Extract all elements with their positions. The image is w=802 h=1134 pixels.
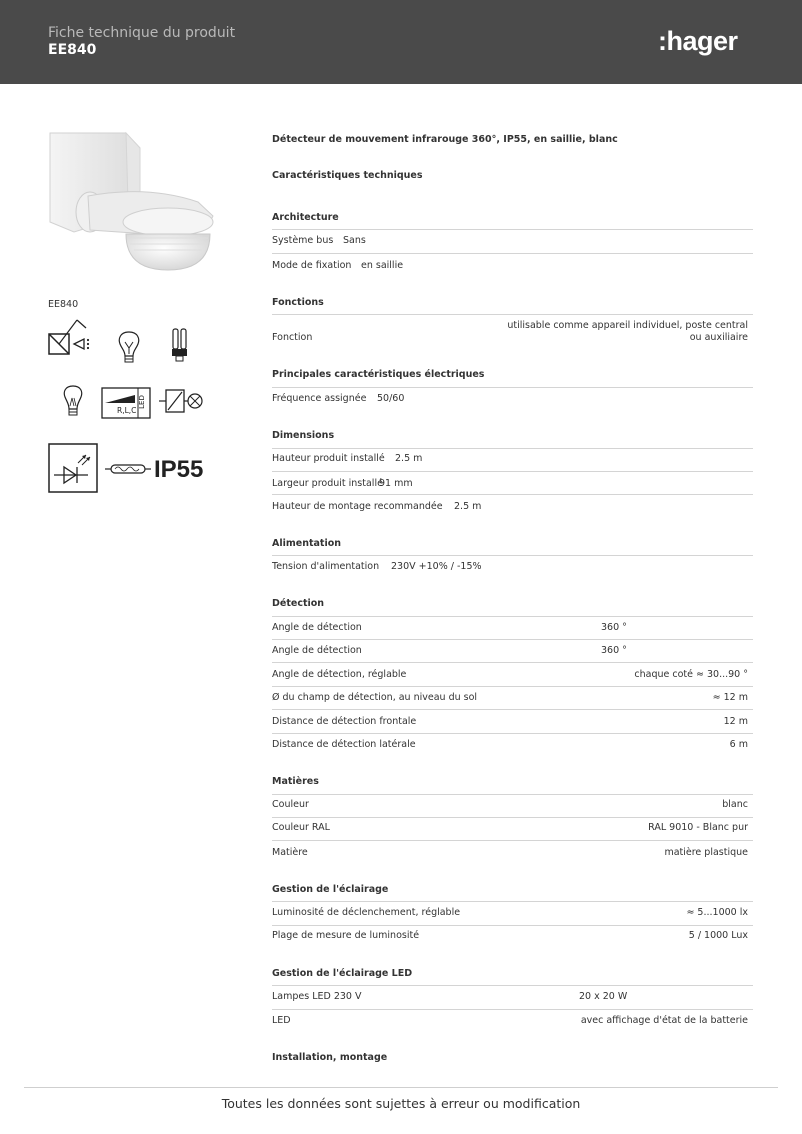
- spec-value: ≈ 5...1000 lx: [686, 907, 748, 918]
- incandescent-bulb-icon: [62, 384, 84, 420]
- spec-value: 360 °: [601, 645, 627, 656]
- led-lamp-symbol-icon: [48, 443, 98, 493]
- spec-row: [272, 260, 753, 276]
- product-reference: EE840: [48, 299, 79, 310]
- spec-label: Hauteur produit installé: [272, 453, 385, 464]
- spec-row: [272, 907, 753, 926]
- document-type: Fiche technique du produit: [48, 25, 236, 41]
- spec-row: [272, 930, 753, 946]
- divider: [272, 794, 753, 795]
- section-dimensions: Dimensions: [272, 430, 335, 441]
- ip-rating-label: IP55: [154, 456, 204, 483]
- divider: [272, 616, 753, 617]
- spec-row: [272, 645, 753, 663]
- divider: [272, 314, 753, 315]
- spec-label: Angle de détection, réglable: [272, 669, 407, 680]
- spec-value: blanc: [722, 799, 748, 810]
- spec-label: Couleur RAL: [272, 822, 330, 833]
- spec-value: chaque coté ≈ 30...90 °: [634, 669, 748, 680]
- spec-row: [272, 669, 753, 687]
- spec-label: Angle de détection: [272, 622, 362, 633]
- section-electriques: Principales caractéristiques électriques: [272, 369, 485, 380]
- spec-value: 2.5 m: [395, 453, 423, 464]
- section-matieres: Matières: [272, 776, 319, 787]
- spec-value: ≈ 12 m: [712, 692, 748, 703]
- hager-logo: :hager: [658, 26, 738, 56]
- product-code: EE840: [48, 42, 97, 58]
- halogen-tube-icon: [105, 462, 151, 476]
- spec-value: 20 x 20 W: [579, 991, 628, 1002]
- spec-row: [272, 799, 753, 818]
- spec-value: 91 mm: [379, 478, 413, 489]
- spec-value: 360 °: [601, 622, 627, 633]
- section-eclairage-led: Gestion de l'éclairage LED: [272, 968, 413, 979]
- spec-row: [272, 478, 753, 495]
- spec-row: [272, 622, 753, 640]
- spec-row: [272, 1015, 753, 1031]
- page-header: [0, 0, 802, 84]
- section-fonctions: Fonctions: [272, 297, 324, 308]
- spec-value: en saillie: [361, 260, 404, 271]
- spec-value: 2.5 m: [454, 501, 482, 512]
- spec-row: [272, 501, 753, 517]
- spec-label: Largeur produit installé: [272, 478, 383, 489]
- spec-label: Luminosité de déclenchement, réglable: [272, 907, 461, 918]
- spec-label: Couleur: [272, 799, 309, 810]
- section-alimentation: Alimentation: [272, 538, 342, 549]
- divider: [272, 985, 753, 986]
- spec-row: [272, 822, 753, 841]
- spec-value: 50/60: [377, 393, 405, 404]
- divider: [272, 555, 753, 556]
- spec-row: [272, 716, 753, 734]
- spec-value: 5 / 1000 Lux: [688, 930, 748, 941]
- spec-label: Système bus: [272, 235, 334, 246]
- divider: [272, 387, 753, 388]
- spec-label: Plage de mesure de luminosité: [272, 930, 420, 941]
- ballast-lamp-icon: [158, 387, 204, 415]
- spec-value: 12 m: [723, 716, 748, 727]
- divider: [272, 901, 753, 902]
- spec-value: Sans: [343, 235, 366, 246]
- spec-label: Ø du champ de détection, au niveau du sol: [272, 692, 478, 703]
- spec-label: Distance de détection frontale: [272, 716, 417, 727]
- spec-row: [272, 320, 753, 350]
- divider: [272, 448, 753, 449]
- spec-value: RAL 9010 - Blanc pur: [648, 822, 748, 833]
- halogen-bulb-icon: [116, 330, 142, 366]
- rlc-label: R,L,C: [117, 406, 137, 415]
- led-label: LED: [137, 395, 146, 409]
- spec-value: 6 m: [729, 739, 748, 750]
- section-eclairage: Gestion de l'éclairage: [272, 884, 389, 895]
- spec-label: Hauteur de montage recommandée: [272, 501, 443, 512]
- spec-label: LED: [272, 1015, 291, 1026]
- spec-value: avec affichage d'état de la batterie: [580, 1015, 748, 1026]
- spec-row: [272, 235, 753, 254]
- spec-value: matière plastique: [664, 847, 748, 858]
- rlc-dimmer-icon: [101, 387, 151, 419]
- spec-row: [272, 561, 753, 577]
- fluorescent-lamp-icon: [170, 328, 190, 364]
- spec-label: Matière: [272, 847, 308, 858]
- spec-row: [272, 847, 753, 863]
- spec-row: [272, 393, 753, 409]
- spec-value: utilisable comme appareil individuel, poste central: [507, 320, 748, 331]
- spec-row: [272, 739, 753, 755]
- spec-label: Tension d'alimentation: [272, 561, 380, 572]
- product-image: [48, 130, 218, 275]
- spec-row: [272, 453, 753, 472]
- spec-label: Lampes LED 230 V: [272, 991, 362, 1002]
- section-detection: Détection: [272, 598, 325, 609]
- spec-value: ou auxiliaire: [689, 332, 748, 343]
- spec-label: Distance de détection latérale: [272, 739, 416, 750]
- spec-value: 230V +10% / -15%: [391, 561, 482, 572]
- spec-label: Mode de fixation: [272, 260, 352, 271]
- spec-label: Fonction: [272, 332, 313, 343]
- product-title: Détecteur de mouvement infrarouge 360°, IP55, en saillie, blanc: [272, 134, 618, 145]
- spec-label: Angle de détection: [272, 645, 362, 656]
- section-architecture: Architecture: [272, 212, 339, 223]
- footer-disclaimer: Toutes les données sont sujettes à erreur ou modification: [221, 1096, 581, 1111]
- spec-label: Fréquence assignée: [272, 393, 367, 404]
- footer-divider: [24, 1087, 778, 1088]
- detector-symbol-icon: [48, 318, 92, 366]
- section-installation: Installation, montage: [272, 1052, 388, 1063]
- section-caracteristiques: Caractéristiques techniques: [272, 170, 423, 181]
- spec-row: [272, 991, 753, 1010]
- divider: [272, 229, 753, 230]
- spec-row: [272, 692, 753, 710]
